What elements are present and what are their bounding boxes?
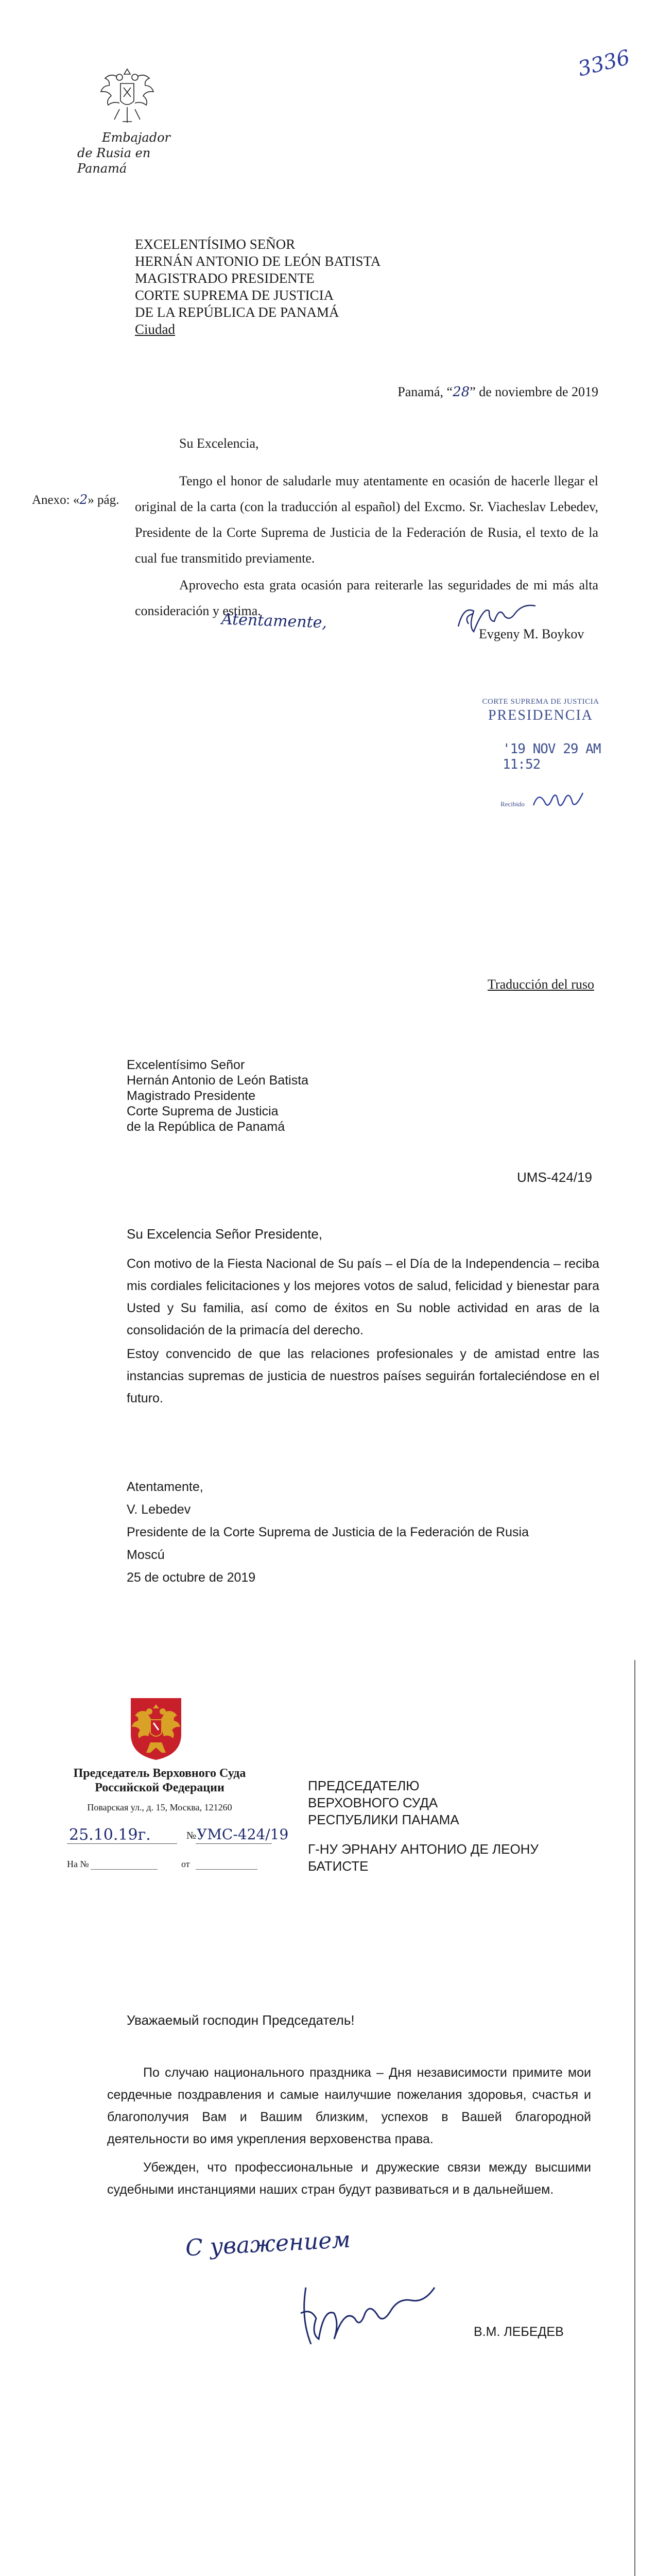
recipient-line: БАТИСТЕ xyxy=(308,1858,369,1874)
recipient-line: HERNÁN ANTONIO DE LEÓN BATISTA xyxy=(135,253,381,269)
recipient-city: Ciudad xyxy=(135,321,175,337)
reception-number: 3336 xyxy=(575,45,632,81)
letter-date: Panamá, “28” de noviembre de 2019 xyxy=(397,384,598,400)
coat-of-arms-emblem xyxy=(99,66,155,128)
translation-recipient-block xyxy=(127,1057,308,1134)
recipient-line: РЕСПУБЛИКИ ПАНАМА xyxy=(308,1812,459,1827)
translation-salutation: Su Excelencia Señor Presidente, xyxy=(127,1226,323,1242)
recipient-line: de la República de Panamá xyxy=(127,1120,285,1134)
recipient-line: Г-НУ ЭРНАНУ АНТОНИО ДЕ ЛЕОНУ xyxy=(308,1841,539,1857)
recipient-line xyxy=(308,1828,539,1841)
sender-address: Поварская ул., д. 15, Москва, 121260 xyxy=(87,1802,232,1812)
recipient-block xyxy=(135,236,381,338)
body-paragraph: Tengo el honor de saludarle muy atentamente en ocasión de hacerle llegar el original de la carta (con la traducción al español) del Excmo. Sr. Viacheslav Lebedev, Presidente de la Corte Suprema de Justicia de la Federación de Rusia, el texto de la cual fue transmitido previamente. xyxy=(135,473,598,566)
annex-note: Anexo: «2» pág. xyxy=(32,492,119,507)
closing-line: Atentamente, xyxy=(127,1480,203,1494)
reception-stamp xyxy=(453,698,628,814)
signer-name: В.М. ЛЕБЕДЕВ xyxy=(474,2325,564,2339)
closing-handwritten: С уважением xyxy=(184,2226,352,2262)
page-edge-line xyxy=(634,1660,635,2576)
russian-coat-of-arms-emblem xyxy=(128,1695,184,1761)
russian-salutation: Уважаемый господин Председатель! xyxy=(127,2012,355,2028)
closing-line: V. Lebedev xyxy=(127,1502,191,1517)
na-label: На № xyxy=(67,1859,89,1869)
closing-handwritten: Atentamente, xyxy=(221,610,327,632)
recipient-line: ПРЕДСЕДАТЕЛЮ xyxy=(308,1778,420,1793)
body-paragraph: Estoy convencido de que las relaciones profesionales y de amistad entre las instancias supremas de justicia de nuestros países seguirán fortaleciéndose en el futuro. xyxy=(127,1347,599,1405)
recipient-line: MAGISTRADO PRESIDENTE xyxy=(135,270,315,286)
handwritten-number: УМС-424/19 xyxy=(197,1826,289,1843)
sender-title: Российской Федерации xyxy=(95,1781,224,1794)
stamp-court-name: CORTE SUPREMA DE JUSTICIA xyxy=(482,698,599,706)
recipient-line: Excelentísimo Señor xyxy=(127,1058,245,1072)
reply-reference-line xyxy=(67,1859,273,1874)
recipient-line: CORTE SUPREMA DE JUSTICIA xyxy=(135,287,334,303)
translation-heading: Traducción del ruso xyxy=(487,977,594,992)
stamp-initials xyxy=(530,790,587,814)
closing-line: Moscú xyxy=(127,1548,165,1562)
recipient-line: Magistrado Presidente xyxy=(127,1089,256,1103)
body-paragraph: Убежден, что профессиональные и дружеские связи между высшими судебными инстанциями наших стран будут развиваться и в дальнейшем. xyxy=(107,2160,591,2197)
embassy-title-line: de Rusia en Panamá xyxy=(77,146,151,176)
russian-recipient-block xyxy=(308,1777,539,1875)
recipient-line: ВЕРХОВНОГО СУДА xyxy=(308,1795,438,1810)
body-paragraph: По случаю национального праздника – Дня независимости примите мои сердечные поздравления и самые наилучшие пожелания здоровья, счастья и благополучия Вам и Вашим близким, успехов в Вашей благородной деятельности во имя укрепления верховенства права. xyxy=(107,2065,591,2146)
sender-block xyxy=(57,1766,263,1813)
outgoing-number-line xyxy=(67,1826,289,1846)
sender-title: Председатель Верховного Суда xyxy=(73,1767,246,1780)
ot-label: от xyxy=(181,1859,190,1869)
reference-number: UMS-424/19 xyxy=(517,1170,592,1185)
closing-line: Presidente de la Corte Suprema de Justicia de la Federación de Rusia xyxy=(127,1525,529,1539)
stamp-recibido-label: Recibido xyxy=(500,800,525,808)
body-paragraph: Aprovecho esta grata ocasión para reiterarle las seguridades de mi más alta consideración y estima. xyxy=(135,578,598,618)
signer-name: Evgeny M. Boykov xyxy=(479,626,584,641)
signature xyxy=(296,2277,450,2354)
closing-line: 25 de octubre de 2019 xyxy=(127,1570,256,1585)
number-label: № xyxy=(186,1830,197,1841)
body-paragraph: Con motivo de la Fiesta Nacional de Su país – el Día de la Independencia – reciba mis cordiales felicitaciones y los mejores votos de salud, felicidad y bienestar para Usted y Su familia, así como de éxitos en Su noble actividad en aras de la consolidación de la primacía del derecho. xyxy=(127,1257,599,1337)
recipient-line: EXCELENTÍSIMO SEÑOR xyxy=(135,236,296,252)
salutation: Su Excelencia, xyxy=(179,436,259,451)
translation-closing xyxy=(127,1476,529,1589)
date-day: 28 xyxy=(453,384,470,400)
recipient-line: Corte Suprema de Justicia xyxy=(127,1104,279,1118)
recipient-line: DE LA REPÚBLICA DE PANAMÁ xyxy=(135,304,339,320)
annex-number: 2 xyxy=(79,492,88,507)
recipient-line: Hernán Antonio de León Batista xyxy=(127,1073,309,1088)
stamp-datetime: '19 NOV 29 AM 11:52 xyxy=(503,741,601,772)
handwritten-date: 25.10.19г. xyxy=(69,1826,151,1844)
stamp-presidencia: PRESIDENCIA xyxy=(488,707,593,723)
embassy-title-line: Embajador xyxy=(102,130,170,145)
